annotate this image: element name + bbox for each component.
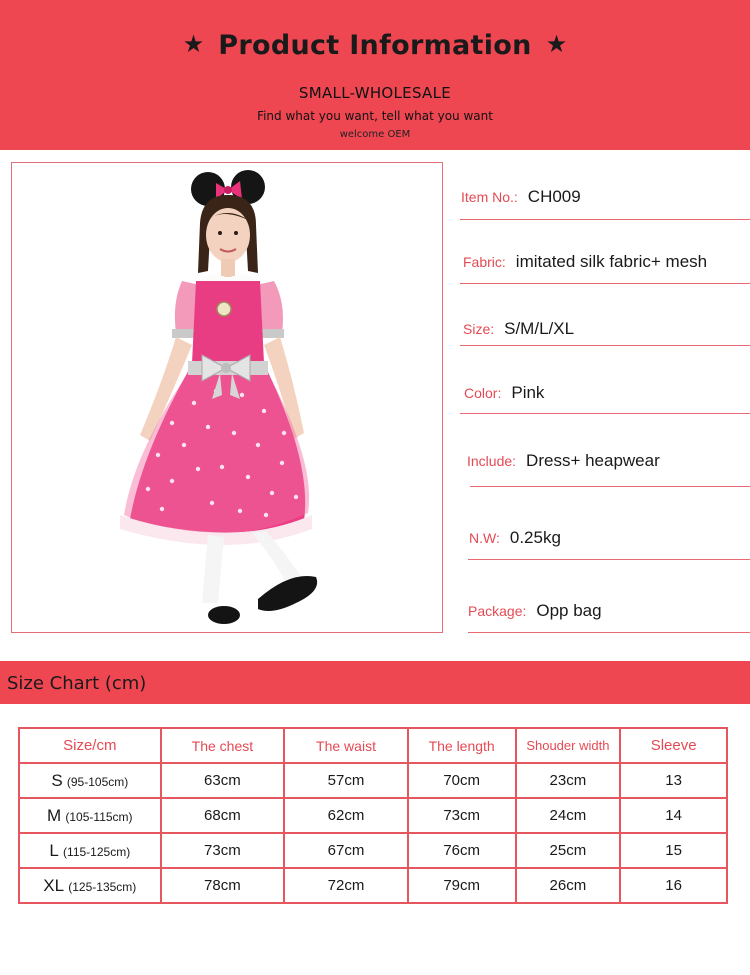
size-label: L — [49, 840, 59, 860]
length-cell: 70cm — [408, 763, 516, 798]
column-header: Size/cm — [19, 728, 161, 763]
column-header: The waist — [284, 728, 408, 763]
shoulder-cell: 23cm — [516, 763, 621, 798]
divider — [468, 559, 750, 560]
chest-cell: 78cm — [161, 868, 285, 903]
shoulder-cell: 25cm — [516, 833, 621, 868]
size-label: S — [51, 770, 63, 790]
divider — [460, 413, 750, 414]
divider — [460, 219, 750, 220]
table-row — [19, 833, 727, 868]
star-icon: ★ — [182, 31, 205, 58]
size-chart-title: Size Chart (cm) — [7, 673, 147, 694]
info-label: Color: — [464, 385, 502, 401]
shoulder-cell: 26cm — [516, 868, 621, 903]
waist-cell: 62cm — [284, 798, 408, 833]
sleeve-cell: 14 — [620, 798, 727, 833]
size-chart-table — [18, 727, 728, 904]
product-photo — [11, 162, 443, 633]
title-row — [0, 30, 750, 61]
info-nw — [469, 528, 561, 552]
table-header-row — [19, 728, 727, 763]
info-label: N.W: — [469, 530, 500, 546]
length-cell: 79cm — [408, 868, 516, 903]
info-value: Dress+ heapwear — [526, 451, 660, 470]
divider — [460, 345, 750, 346]
info-label: Size: — [463, 321, 495, 337]
column-header: The chest — [161, 728, 285, 763]
info-size — [463, 319, 574, 343]
info-value: Opp bag — [536, 601, 602, 620]
sleeve-cell: 13 — [620, 763, 727, 798]
size-label: M — [47, 805, 62, 825]
length-cell: 76cm — [408, 833, 516, 868]
size-cell — [19, 798, 161, 833]
info-item-no — [461, 187, 581, 211]
size-cell — [19, 868, 161, 903]
table-row — [19, 868, 727, 903]
size-cell — [19, 763, 161, 798]
info-color — [464, 383, 544, 407]
header-tagline: Find what you want, tell what you want — [257, 109, 493, 123]
header-subtitle: SMALL-WHOLESALE — [298, 84, 452, 102]
column-header: The length — [408, 728, 516, 763]
sleeve-cell: 16 — [620, 868, 727, 903]
size-cell — [19, 833, 161, 868]
table-row — [19, 763, 727, 798]
divider — [470, 486, 750, 487]
info-value: Pink — [511, 383, 545, 402]
info-label: Item No.: — [461, 189, 518, 205]
sleeve-cell: 15 — [620, 833, 727, 868]
info-value: S/M/L/XL — [504, 319, 575, 338]
length-cell: 73cm — [408, 798, 516, 833]
chest-cell: 68cm — [161, 798, 285, 833]
info-value: 0.25kg — [509, 528, 561, 547]
waist-cell: 72cm — [284, 868, 408, 903]
size-range: (105-115cm) — [65, 809, 133, 824]
info-package — [468, 601, 602, 625]
waist-cell: 57cm — [284, 763, 408, 798]
shoulder-cell: 24cm — [516, 798, 621, 833]
star-icon: ★ — [545, 31, 568, 58]
info-label: Include: — [467, 453, 517, 469]
column-header: Shouder width — [516, 728, 621, 763]
page-title: Product Information — [218, 30, 532, 61]
size-range: (125-135cm) — [68, 879, 137, 894]
info-fabric — [463, 252, 707, 276]
info-include — [467, 451, 660, 475]
table-row — [19, 798, 727, 833]
divider — [468, 632, 750, 633]
chest-cell: 63cm — [161, 763, 285, 798]
product-photo-illustration — [12, 163, 443, 633]
size-label: XL — [43, 875, 65, 895]
size-range: (95-105cm) — [66, 774, 129, 789]
info-label: Package: — [468, 603, 527, 619]
info-label: Fabric: — [463, 254, 506, 270]
header-oem: welcome OEM — [339, 129, 411, 140]
divider — [460, 283, 750, 284]
chest-cell: 73cm — [161, 833, 285, 868]
info-value: imitated silk fabric+ mesh — [515, 252, 708, 271]
size-range: (115-125cm) — [63, 844, 131, 859]
waist-cell: 67cm — [284, 833, 408, 868]
info-value: CH009 — [527, 187, 581, 206]
header-banner — [0, 0, 750, 150]
size-chart-bar — [0, 661, 750, 704]
column-header: Sleeve — [620, 728, 727, 763]
